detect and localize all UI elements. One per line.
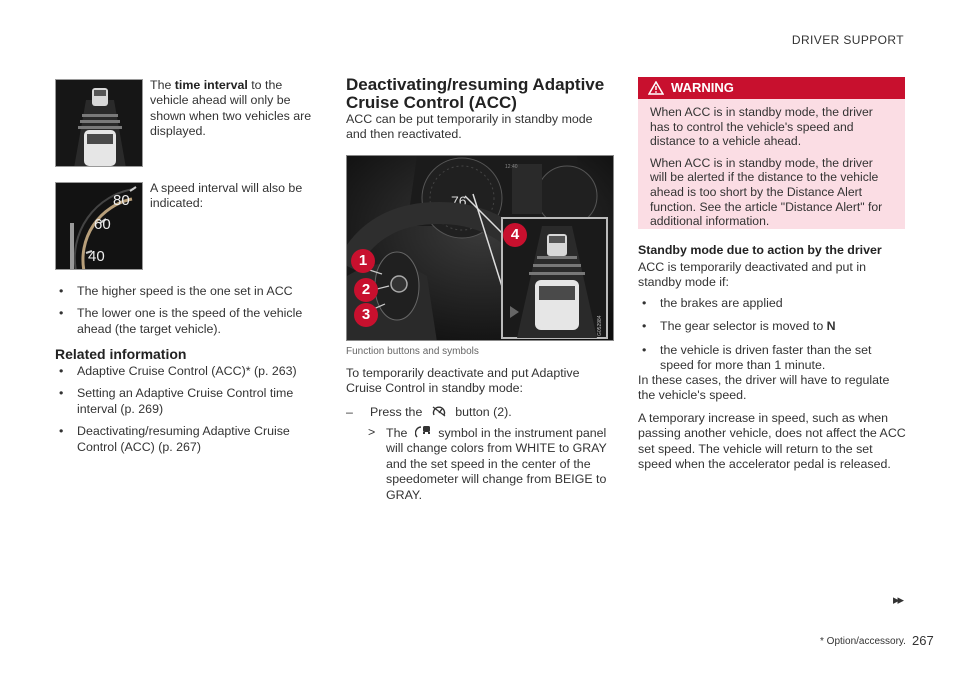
- related-link[interactable]: • Adaptive Cruise Control (ACC)* (p. 263): [59, 364, 297, 378]
- standby-heading: Standby mode due to action by the driver: [638, 243, 882, 257]
- warning-header: [638, 77, 905, 99]
- standby-intro: ACC is temporarily deactivated and put in standby mode if:: [638, 260, 866, 290]
- speed-bullets: [55, 284, 305, 344]
- step-result: > The symbol in the instrument panel will change colors from WHITE to GRAY and the set speed in the center of the speedometer will change from BEIGE to GRAY.: [368, 425, 607, 502]
- function-buttons-image: [346, 155, 614, 341]
- callout-1: 1: [351, 249, 375, 273]
- related-links: [55, 364, 305, 462]
- callout-4: 4: [503, 223, 527, 247]
- result-mark: >: [368, 425, 376, 439]
- speed-label-80: 80: [113, 192, 130, 209]
- standby-conditions: [638, 296, 900, 381]
- speed-label-40: 40: [88, 248, 105, 265]
- speedometer-illustration: [56, 183, 143, 270]
- page-title: Deactivating/resuming Adaptive Cruise Control (ACC): [346, 75, 605, 112]
- steering-wheel-illustration: [347, 156, 614, 341]
- time-interval-image: [55, 79, 143, 167]
- gear-letter: N: [826, 319, 836, 334]
- regulate-paragraph: In these cases, the driver will have to regulate the vehicle's speed.: [638, 373, 890, 403]
- list-item: • the vehicle is driven faster than the set speed for more than 1 minute.: [642, 342, 872, 373]
- temporary-speed-paragraph: A temporary increase in speed, such as when passing another vehicle, does not affect the ACC set speed. The vehicle will return to the set speed when the accelerator pedal is released.: [638, 411, 906, 472]
- list-item: • the brakes are applied: [642, 296, 783, 310]
- list-item: • The lower one is the speed of the vehicle ahead (the target vehicle).: [59, 306, 303, 336]
- callout-3: 3: [354, 303, 378, 327]
- list-item: • The higher speed is the one set in ACC: [59, 284, 293, 298]
- image-code: G052984: [597, 315, 603, 336]
- option-footnote: * Option/accessory.: [820, 636, 906, 647]
- speed-label-60: 60: [94, 216, 111, 233]
- related-info-heading: Related information: [55, 346, 187, 362]
- speed-readout: 76: [451, 193, 467, 209]
- related-link[interactable]: • Deactivating/resuming Adaptive Cruise Control (ACC) (p. 267): [59, 424, 290, 454]
- next-page-arrows[interactable]: ▸▸: [892, 592, 902, 607]
- speed-interval-image: [55, 182, 143, 270]
- para1-post: to the vehicle ahead will only be shown when two vehicles are displayed.: [150, 78, 312, 139]
- para1-pre: The: [150, 78, 175, 92]
- callout-2: 2: [354, 278, 378, 302]
- warning-body: [638, 99, 905, 229]
- step-1: – Press the button (2).: [346, 405, 512, 419]
- intro-text: ACC can be put temporarily in standby mode and then reactivated.: [346, 112, 593, 142]
- time-interval-text: [150, 78, 312, 140]
- clock-readout: 12:40: [505, 164, 518, 170]
- section-header: DRIVER SUPPORT: [791, 33, 904, 47]
- instruction-text: To temporarily deactivate and put Adaptive Cruise Control in standby mode:: [346, 366, 580, 396]
- step-dash: –: [346, 405, 353, 419]
- cruise-standby-icon: [432, 405, 446, 417]
- warning-triangle-icon: [648, 81, 664, 95]
- warning-paragraph: When ACC is in standby mode, the driver has to control the vehicle's speed and distance to a vehicle ahead.: [650, 105, 873, 149]
- warning-title: WARNING: [671, 80, 734, 95]
- car-display-illustration: [56, 80, 143, 167]
- list-item: • The gear selector is moved to N: [642, 319, 836, 334]
- warning-paragraph: When ACC is in standby mode, the driver will be alerted if the distance to the vehicle ahead is too short by the Distance Alert function. See the article "Distance Alert" for additional information.: [650, 155, 883, 229]
- image-caption: Function buttons and symbols: [346, 346, 479, 357]
- acc-car-icon: [415, 425, 431, 439]
- related-link[interactable]: • Setting an Adaptive Cruise Control time interval (p. 269): [59, 386, 294, 416]
- speed-interval-text: A speed interval will also be indicated:: [150, 181, 303, 211]
- time-interval-term: time interval: [174, 78, 248, 92]
- page-number: 267: [912, 633, 934, 648]
